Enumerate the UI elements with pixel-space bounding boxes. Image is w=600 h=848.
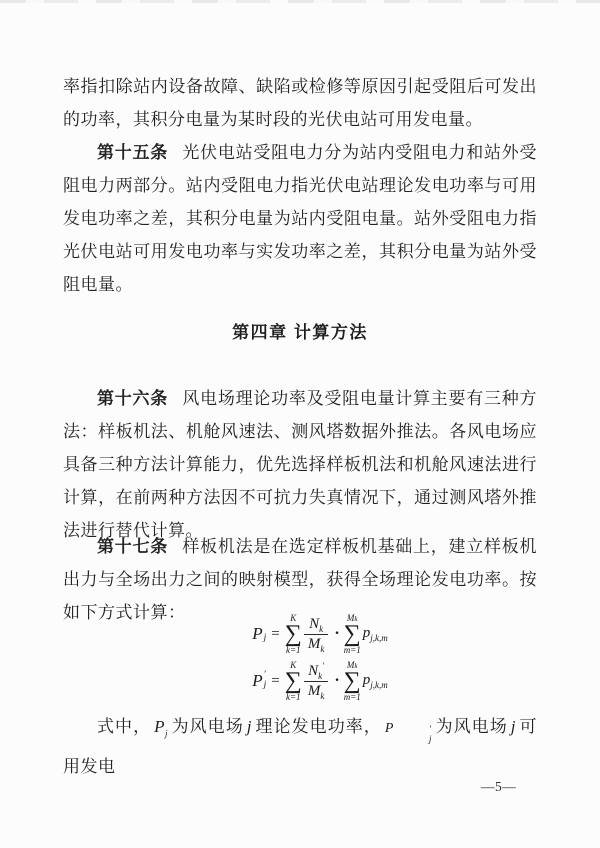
summation-over-k: K ∑ k=1 — [284, 660, 302, 702]
article-17-label: 第十七条 — [97, 537, 168, 556]
note-text-2: 理论发电功率， — [255, 717, 382, 736]
note-prefix: 式中， — [97, 717, 152, 736]
article-17-text: 样板机法是在选定样板机基础上，建立样板机出力与全场出力之间的映射模型，获得全场理论发电功率。按如下方式计算： — [63, 537, 538, 622]
chapter-heading: 第四章 计算方法 — [232, 323, 368, 342]
formula1-lhs-scripts: j — [263, 633, 267, 644]
formula-note — [63, 710, 537, 783]
var-P-prime-j: P ′ j — [384, 721, 433, 745]
paragraph-article-16 — [63, 382, 537, 547]
var-j: j — [246, 717, 252, 736]
equals-sign: = — [271, 672, 280, 689]
sigma-symbol: ∑ — [284, 668, 302, 694]
var-P-j: $P_j$ — [154, 717, 169, 739]
note-text-1: 为风电场 — [171, 717, 244, 736]
fraction-nk-prime-mk: $\frac{N_k'}{M_k}$ — [304, 661, 329, 702]
formula1-term: $p_{j,k,m}$ — [362, 625, 388, 644]
equals-sign: = — [271, 625, 280, 642]
sigma-symbol: ∑ — [284, 621, 302, 647]
article-16-label: 第十六条 — [97, 389, 168, 408]
formula1-lhs: P — [252, 624, 263, 644]
page-number: —5— — [481, 779, 517, 794]
formula2-term: $p_{j,k,m}$ — [362, 672, 388, 691]
paragraph-continued: 率指扣除站内设备故障、缺陷或检修等原因引起受阻后可发出的功率，其积分电量为某时段的光伏电站可用发电量。 — [63, 77, 537, 129]
article-15-label: 第十五条 — [97, 143, 168, 162]
formula-available-power — [100, 661, 540, 702]
var-j: j — [510, 717, 516, 736]
multiplication-dot: · — [334, 672, 340, 690]
sigma-symbol: ∑ — [343, 668, 361, 694]
fraction-nk-mk: $\frac{N_k}{M_k}$ — [304, 614, 329, 655]
summation-over-k: K ∑ k=1 — [284, 613, 302, 655]
formula-theoretical-power — [100, 614, 540, 655]
summation-over-m: Mk ∑ m=1 — [343, 613, 361, 655]
note-text-3: 为风电场 — [435, 717, 508, 736]
article-15-text: 光伏电站受阻电力分为站内受阻电力和站外受阻电力两部分。站内受阻电力指光伏电站理论发电功率与可用发电功率之差，其积分电量为站内受阻电量。站外受阻电力指光伏电站可用发电功率与实发功率之差，其积分电量为站外受阻电量。 — [63, 143, 538, 294]
scan-edge-artifact — [0, 0, 600, 3]
multiplication-dot: · — [334, 625, 340, 643]
article-16-text: 风电场理论功率及受阻电量计算主要有三种方法：样板机法、机舱风速法、测风塔数据外推法。各风电场应具备三种方法计算能力，优先选择样板机法和机舱风速法进行计算，在前两种方法因不可抗力失真情况下，通过测风塔外推法进行替代计算。 — [63, 389, 538, 540]
note-text-4: 可用发电 — [63, 717, 538, 777]
formula2-lhs-scripts: ′ j — [263, 670, 267, 691]
formula2-lhs: P — [252, 671, 263, 691]
summation-over-m: Mk ∑ m=1 — [343, 660, 361, 702]
sigma-symbol: ∑ — [343, 621, 361, 647]
paragraph-article-15 — [63, 136, 537, 301]
